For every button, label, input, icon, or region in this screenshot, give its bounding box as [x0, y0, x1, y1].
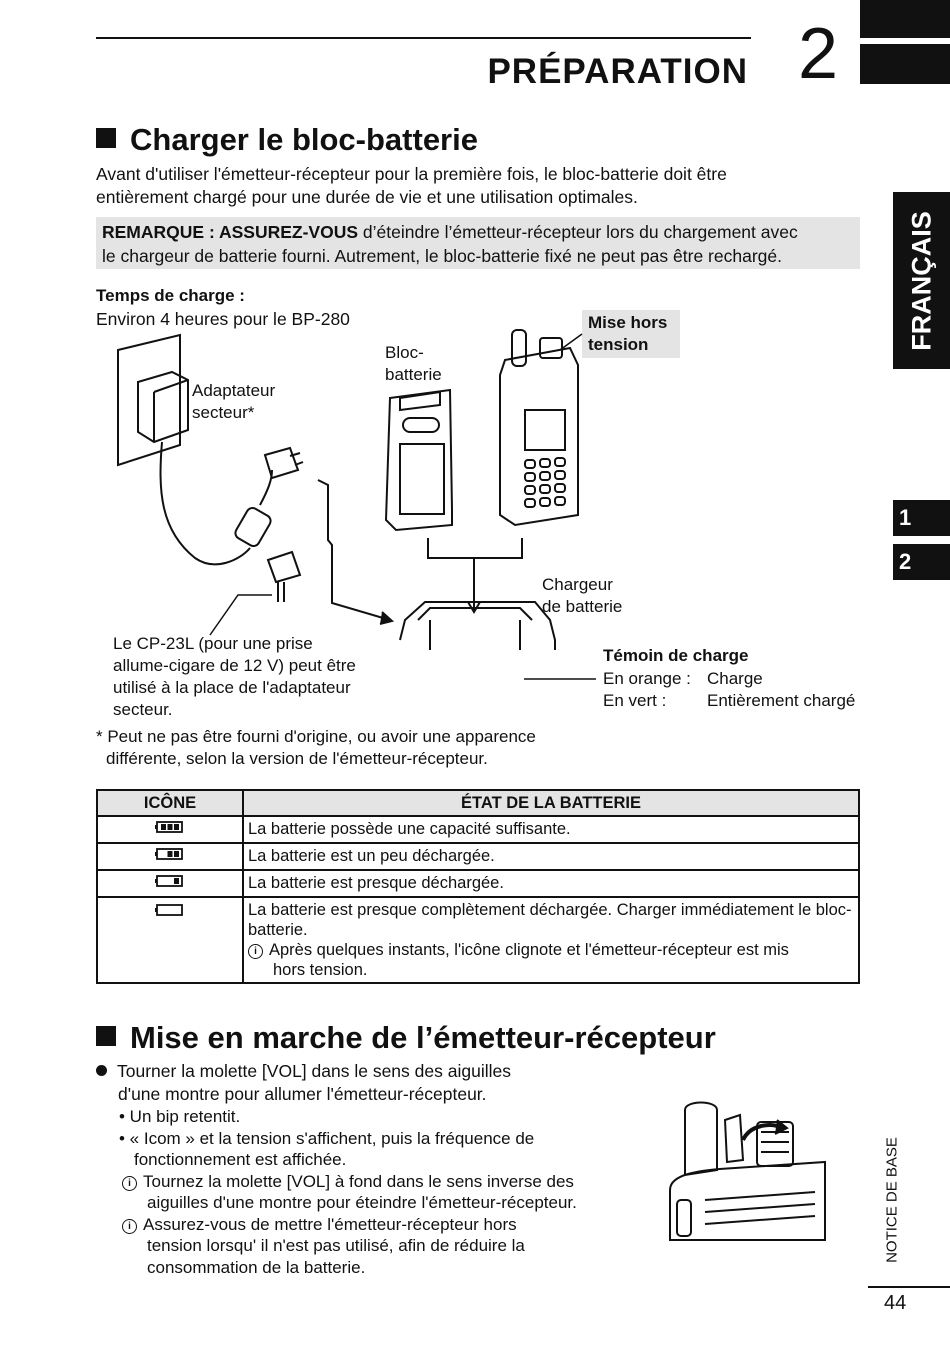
- footer-rule: [868, 1286, 950, 1288]
- charge-time-value: Environ 4 heures pour le BP-280: [96, 309, 350, 329]
- language-tab[interactable]: FRANÇAIS: [893, 192, 950, 369]
- dc-plug-lower: [268, 552, 300, 582]
- table-header-state: ÉTAT DE LA BATTERIE: [243, 790, 859, 816]
- power-on-instructions: Tourner la molette [VOL] dans le sens des aiguilles d'une montre pour allumer l'émetteur-récepteur.: [96, 1060, 511, 1106]
- connector-arrow-line: [318, 480, 390, 620]
- square-bullet-icon: [96, 128, 116, 148]
- table-header-icon: ICÔNE: [97, 790, 243, 816]
- ferrite-core: [233, 506, 273, 548]
- battery-charger: [400, 602, 555, 650]
- dc-plug-upper: [265, 448, 298, 478]
- battery-label: Bloc- batterie: [385, 343, 442, 384]
- table-row: La batterie est un peu déchargée.: [97, 843, 859, 870]
- info-icon: i: [122, 1219, 137, 1234]
- table-header-row: [97, 790, 859, 816]
- intro-paragraph: Avant d'utiliser l'émetteur-récepteur pour la première fois, le bloc-batterie doit être entièrement chargé pour une durée de vie et une utilisation optimales.: [96, 164, 727, 207]
- indicator-orange-label: En orange :: [603, 669, 691, 688]
- adapter-cable: [161, 442, 250, 564]
- battery-status-table: [96, 789, 860, 984]
- volume-knob-illustration: [665, 1100, 835, 1245]
- charging-illustration: [100, 320, 600, 650]
- info-icon: i: [122, 1176, 137, 1191]
- antenna: [685, 1103, 717, 1176]
- battery-full-icon: [154, 819, 186, 835]
- wall-outlet-plate: [118, 335, 180, 465]
- section-tab-2[interactable]: 2: [893, 544, 950, 580]
- page-number: 44: [884, 1292, 907, 1314]
- chapter-tab-block: [860, 0, 950, 38]
- bullet-icon: [96, 1065, 107, 1076]
- indicator-green-label: En vert :: [603, 691, 667, 710]
- chapter-number: 2: [798, 14, 839, 94]
- adapter-label: Adaptateur secteur*: [192, 381, 276, 422]
- power-off-pointer: [556, 330, 586, 354]
- section-heading-power-on: Mise en marche de l’émetteur-récepteur: [96, 1020, 716, 1056]
- side-label: NOTICE DE BASE: [883, 1137, 901, 1263]
- table-row: La batterie possède une capacité suffisante.: [97, 816, 859, 843]
- remark-box: REMARQUE : ASSUREZ-VOUS d’éteindre l’émetteur-récepteur lors du chargement avec le chargeur de batterie fourni. Autrement, le bloc-batterie fixé ne peut pas être rechargé.: [96, 217, 860, 269]
- info-icon: i: [248, 944, 263, 959]
- chapter-title: PRÉPARATION: [487, 52, 748, 91]
- section-heading-charge: Charger le bloc-batterie: [96, 122, 478, 158]
- header-rule: [96, 37, 751, 39]
- chapter-tab-block-2: [860, 44, 950, 84]
- charge-time-label: Temps de charge :: [96, 286, 245, 305]
- transceiver: [500, 348, 578, 525]
- footnote: * Peut ne pas être fourni d'origine, ou avoir une apparence différente, selon la version de l'émetteur-récepteur.: [96, 727, 536, 768]
- indicator-title: Témoin de charge: [603, 646, 749, 665]
- power-on-details: • Un bip retentit. • « Icom » et la tension s'affichent, puis la fréquence de fonctionnement est affichée. i Tournez la molette [VOL] à fond dans le sens inverse des aiguilles d'une montre pour éteindre l'émetteur-récepteur. i Assurez-vous de mettre l'émetteur-récepteur hors tension lorsqu' il n'est pas utilisé, afin de réduire la consommation de la batterie.: [119, 1107, 577, 1277]
- power-off-label: Mise hors tension: [582, 310, 680, 358]
- table-row: La batterie est presque déchargée.: [97, 870, 859, 897]
- cp23l-note: Le CP-23L (pour une prise allume-cigare de 12 V) peut être utilisé à la place de l'adaptateur secteur.: [113, 634, 356, 719]
- indicator-pointer: [520, 672, 600, 686]
- battery-one-third-icon: [154, 873, 186, 889]
- section-tab-1[interactable]: 1: [893, 500, 950, 536]
- table-row: La batterie est presque complètement déchargée. Charger immédiatement le bloc-batterie. i Après quelques instants, l'icône clignote et l'émetteur-récepteur est mis hors tension.: [97, 897, 859, 983]
- battery-empty-icon: [154, 902, 186, 918]
- square-bullet-icon: [96, 1026, 116, 1046]
- bracket-line: [428, 538, 522, 558]
- battery-pack: [386, 390, 452, 530]
- indicator-green-value: Entièrement chargé: [707, 691, 856, 710]
- battery-two-thirds-icon: [154, 846, 186, 862]
- indicator-orange-value: Charge: [707, 669, 763, 688]
- charger-label: Chargeur de batterie: [542, 575, 623, 616]
